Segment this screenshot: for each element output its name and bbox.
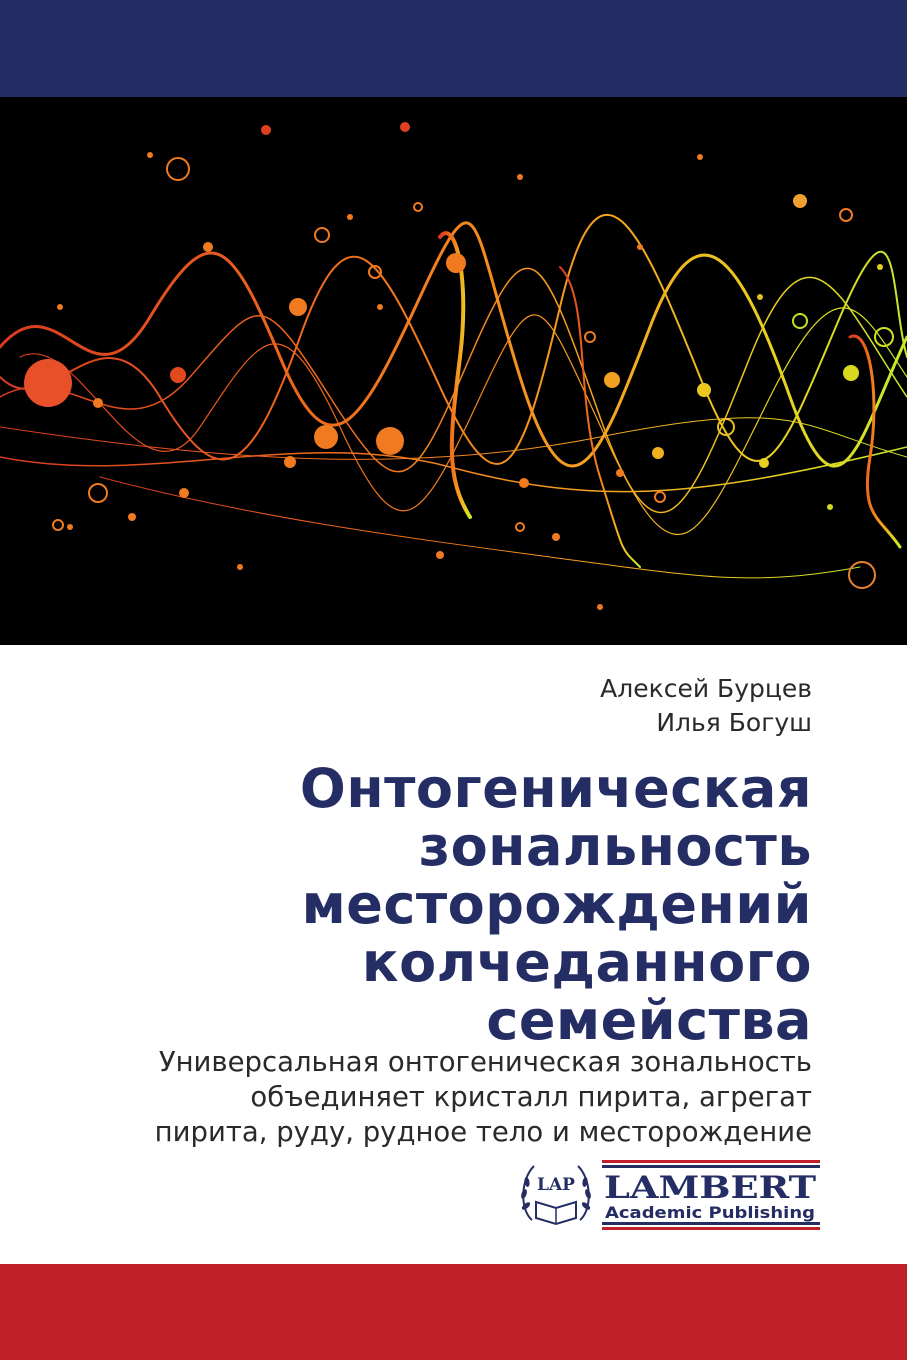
book-title	[52, 757, 812, 1052]
title-line: Онтогеническая	[299, 757, 812, 820]
logo-stripe	[602, 1222, 820, 1225]
cover-illustration	[0, 97, 907, 645]
logo-emblem-text: LAP	[537, 1175, 575, 1195]
title-line: зональность	[418, 815, 812, 878]
subtitle-line: пирита, руду, рудное тело и месторождение	[154, 1116, 812, 1148]
publisher-name: LAMBERT	[604, 1170, 816, 1206]
top-color-band	[0, 0, 907, 97]
publisher-logo	[518, 1158, 820, 1232]
bottom-color-band	[0, 1264, 907, 1360]
title-line: месторождений	[301, 873, 812, 936]
logo-stripe	[602, 1160, 820, 1163]
authors	[600, 672, 812, 740]
author-name: Алексей Бурцев	[600, 674, 812, 703]
author-name: Илья Богуш	[656, 708, 812, 737]
open-book-laurel-icon	[520, 1166, 592, 1224]
logo-stripe	[602, 1227, 820, 1230]
title-line: семейства	[486, 989, 812, 1052]
title-line: колчеданного	[361, 931, 812, 994]
subtitle-line: объединяет кристалл пирита, агрегат	[250, 1081, 812, 1113]
logo-stripe	[602, 1165, 820, 1168]
book-subtitle	[32, 1045, 812, 1150]
publisher-tagline: Academic Publishing	[605, 1203, 815, 1222]
subtitle-line: Универсальная онтогеническая зональность	[158, 1046, 812, 1078]
